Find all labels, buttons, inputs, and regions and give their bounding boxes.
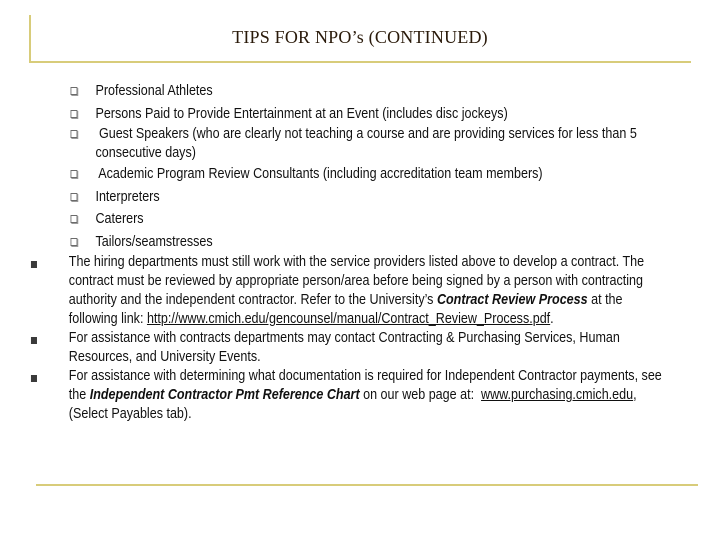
checkbox-bullet-icon xyxy=(71,193,78,201)
sub-item-professional-athletes xyxy=(0,80,663,103)
main-item-hiring-departments xyxy=(0,253,681,329)
sub-item-text: Caterers xyxy=(95,211,144,227)
square-bullet-icon xyxy=(31,375,37,382)
sub-item-text: Guest Speakers (who are clearly not teaching a course and are providing services for less than 5 xyxy=(95,126,637,142)
title-underline-rule xyxy=(29,61,691,63)
slide-content xyxy=(0,80,662,424)
sub-item-guest-speakers xyxy=(0,125,663,163)
main-item-text: For assistance with contracts departments may contact Contracting & Purchasing Services, Human xyxy=(68,330,620,346)
sub-item-text: Professional Athletes xyxy=(95,83,213,99)
sub-item-interpreters xyxy=(0,186,663,209)
square-bullet-icon xyxy=(31,337,37,344)
main-item-text-part: . xyxy=(550,311,554,327)
main-item-text-part: at the xyxy=(587,292,623,308)
main-item-text xyxy=(69,291,681,310)
checkbox-bullet-icon xyxy=(71,215,78,223)
sub-item-text: Persons Paid to Provide Entertainment at an Event (includes disc jockeys) xyxy=(95,105,508,122)
main-item-contracts-assistance xyxy=(0,329,681,367)
main-item-text-part: following link: xyxy=(68,311,147,327)
sub-item-caterers xyxy=(0,208,663,231)
main-item-text: Resources, and University Events. xyxy=(68,349,261,365)
main-item-text-part: authority and the independent contractor. Refer to the University’s xyxy=(68,292,437,308)
bottom-rule xyxy=(36,484,698,486)
sub-item-entertainment xyxy=(0,103,663,126)
contract-review-process-title: Contract Review Process xyxy=(436,292,588,308)
main-item-text: contract must be reviewed by appropriate person/area before being signed by a person with contracting xyxy=(68,273,643,289)
sub-item-text: Academic Program Review Consultants (including accreditation team members) xyxy=(95,166,543,182)
main-item-text xyxy=(69,310,681,329)
sub-item-tailors xyxy=(0,231,663,254)
checkbox-bullet-icon xyxy=(71,110,78,118)
checkbox-bullet-icon xyxy=(71,130,78,138)
main-item-text: For assistance with determining what documentation is required for Independent Contractor payments, see xyxy=(68,368,662,384)
main-item-text-part: , xyxy=(633,387,637,403)
checkbox-bullet-icon xyxy=(71,238,78,246)
reference-chart-title: Independent Contractor Pmt Reference Chart xyxy=(89,387,360,403)
main-item-text-part: the xyxy=(68,387,90,403)
main-item-text: (Select Payables tab). xyxy=(68,406,192,422)
main-item-documentation-assistance xyxy=(0,367,681,424)
contract-review-process-link[interactable]: http://www.cmich.edu/gencounsel/manual/Contract_Review_Process.pdf xyxy=(146,311,551,327)
main-item-text xyxy=(69,386,681,405)
purchasing-website-link[interactable]: www.purchasing.cmich.edu xyxy=(481,387,634,403)
checkbox-bullet-icon xyxy=(71,170,78,178)
page-title: TIPS FOR NPO’s (CONTINUED) xyxy=(232,27,488,47)
sub-item-text-continued: consecutive days) xyxy=(95,145,196,161)
sub-item-text: Interpreters xyxy=(95,188,160,205)
sub-item-text: Tailors/seamstresses xyxy=(95,233,213,250)
checkbox-bullet-icon xyxy=(71,87,78,95)
main-item-text-part: on our web page at: xyxy=(359,387,482,403)
main-item-text: The hiring departments must still work with the service providers listed above to develop a contract. The xyxy=(68,254,645,270)
square-bullet-icon xyxy=(31,261,37,268)
sub-item-review-consultants xyxy=(0,163,663,186)
